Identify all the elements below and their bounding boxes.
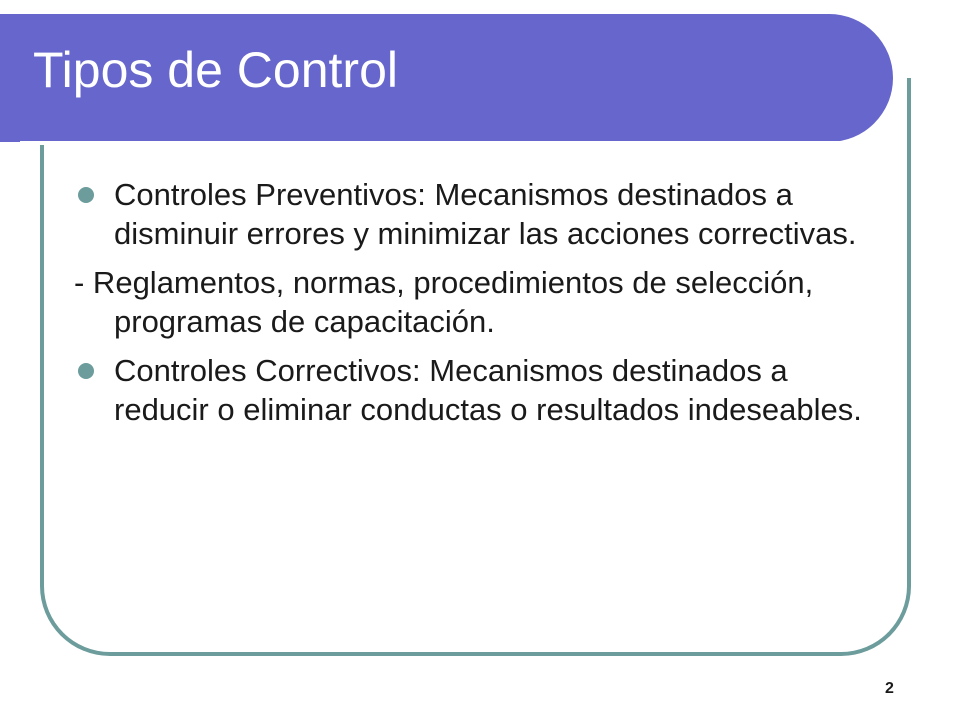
list-item-corrective bbox=[74, 351, 864, 429]
bullet-dot-icon bbox=[78, 363, 94, 379]
page-number: 2 bbox=[885, 680, 894, 697]
bullet-dot-icon bbox=[78, 187, 94, 203]
list-item-text: Controles Correctivos: Mecanismos destinados a reducir o eliminar conductas o resultados indeseables. bbox=[114, 353, 862, 427]
list-item-text: - Reglamentos, normas, procedimientos de selección, programas de capacitación. bbox=[74, 265, 814, 339]
title-underline bbox=[20, 141, 847, 145]
list-item-examples bbox=[74, 263, 864, 341]
slide-title: Tipos de Control bbox=[33, 42, 398, 98]
slide-body bbox=[74, 175, 864, 439]
list-item-preventive bbox=[74, 175, 864, 253]
list-item-text: Controles Preventivos: Mecanismos destinados a disminuir errores y minimizar las acciones correctivas. bbox=[114, 177, 857, 251]
